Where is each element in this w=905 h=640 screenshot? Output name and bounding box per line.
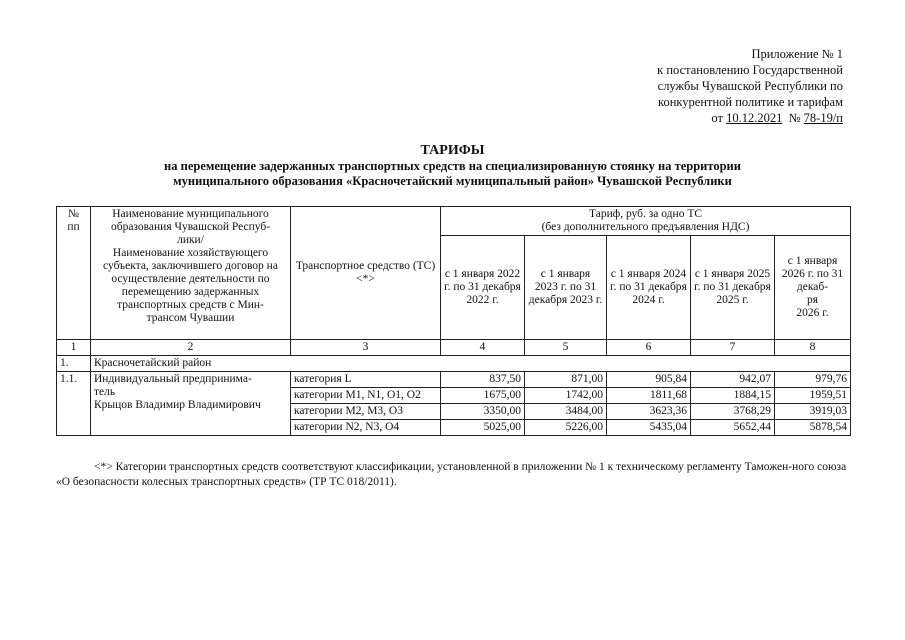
section-name: Красночетайский район <box>91 356 851 372</box>
header-name: Наименование муниципального образования Чувашской Респуб- лики/ Наименование хозяйствующего субъекта, заключившего договор на осуществление деятельности по перемещению задержанных транспортных средств с Мин- трансом Чувашии <box>91 207 291 340</box>
col-number: 6 <box>607 340 691 356</box>
appendix-line-4: конкурентной политике и тарифам <box>658 95 843 109</box>
document-title <box>0 142 905 189</box>
tariff-table <box>56 206 851 436</box>
header-tariff <box>441 207 851 236</box>
entity-name: Индивидуальный предпринима- тель Крыцов Владимир Владимирович <box>91 372 291 436</box>
col-number: 4 <box>441 340 525 356</box>
date-prefix: от <box>711 111 727 125</box>
header-num: № пп <box>57 207 91 340</box>
header-period-2026: с 1 января 2026 г. по 31 декаб- ря 2026 г. <box>775 236 851 340</box>
header-period-2022: с 1 января 2022 г. по 31 декабря 2022 г. <box>441 236 525 340</box>
tariff-value: 1675,00 <box>441 388 525 404</box>
tariff-value: 905,84 <box>607 372 691 388</box>
tariff-value: 979,76 <box>775 372 851 388</box>
tariff-value: 5025,00 <box>441 420 525 436</box>
title-main: ТАРИФЫ <box>420 143 485 158</box>
tariff-value: 1742,00 <box>525 388 607 404</box>
tariff-value: 3768,29 <box>691 404 775 420</box>
tariff-value: 3623,36 <box>607 404 691 420</box>
entity-num: 1.1. <box>57 372 91 436</box>
tariff-value: 1811,68 <box>607 388 691 404</box>
tariff-value: 1959,51 <box>775 388 851 404</box>
header-period-2023: с 1 января 2023 г. по 31 декабря 2023 г. <box>525 236 607 340</box>
tariff-value: 837,50 <box>441 372 525 388</box>
tariff-value: 5435,04 <box>607 420 691 436</box>
vehicle-category: категории M1, N1, O1, O2 <box>291 388 441 404</box>
vehicle-category: категории M2, M3, O3 <box>291 404 441 420</box>
tariff-value: 871,00 <box>525 372 607 388</box>
header-period-2025: с 1 января 2025 г. по 31 декабря 2025 г. <box>691 236 775 340</box>
tariff-value: 5878,54 <box>775 420 851 436</box>
tariff-value: 3919,03 <box>775 404 851 420</box>
col-number: 7 <box>691 340 775 356</box>
vehicle-category: категория L <box>291 372 441 388</box>
col-number: 3 <box>291 340 441 356</box>
section-row <box>57 356 851 372</box>
header-vehicle: Транспортное средство (ТС) <*> <box>291 207 441 340</box>
col-number: 8 <box>775 340 851 356</box>
title-sub-2: муниципального образования «Красночетайский муниципальный район» Чувашской Республики <box>173 174 732 188</box>
header-period-2024: с 1 января 2024 г. по 31 декабря 2024 г. <box>607 236 691 340</box>
col-number: 2 <box>91 340 291 356</box>
tariff-value: 5652,44 <box>691 420 775 436</box>
tariff-value: 5226,00 <box>525 420 607 436</box>
table-row <box>57 372 851 388</box>
title-sub-1: на перемещение задержанных транспортных средств на специализированную стоянку на территории <box>164 159 741 173</box>
decree-date: 10.12.2021 <box>726 111 783 125</box>
footnote: <*> Категории транспортных средств соответствуют классификации, установленной в приложении № 1 к техническому регламенту Таможен-ного союза «О безопасности колесных транспортных средств» (ТР ТС 018/2011). <box>56 461 847 488</box>
vehicle-category: категории N2, N3, O4 <box>291 420 441 436</box>
col-number: 5 <box>525 340 607 356</box>
tariff-value: 1884,15 <box>691 388 775 404</box>
tariff-value: 3350,00 <box>441 404 525 420</box>
number-prefix: № <box>788 111 804 125</box>
appendix-line-1: Приложение № 1 <box>751 47 843 61</box>
column-numbers-row <box>57 340 851 356</box>
appendix-header <box>657 46 843 126</box>
section-num: 1. <box>57 356 91 372</box>
appendix-date-line <box>657 110 843 126</box>
col-number: 1 <box>57 340 91 356</box>
appendix-line-2: к постановлению Государственной <box>657 63 843 77</box>
tariff-value: 942,07 <box>691 372 775 388</box>
decree-number: 78-19/п <box>803 111 843 125</box>
appendix-line-3: службы Чувашской Республики по <box>657 79 843 93</box>
tariff-value: 3484,00 <box>525 404 607 420</box>
header-row-1 <box>57 207 851 236</box>
header-tariff-line-2: (без дополнительного предъявления НДС) <box>541 221 750 233</box>
header-tariff-line-1: Тариф, руб. за одно ТС <box>589 208 703 220</box>
